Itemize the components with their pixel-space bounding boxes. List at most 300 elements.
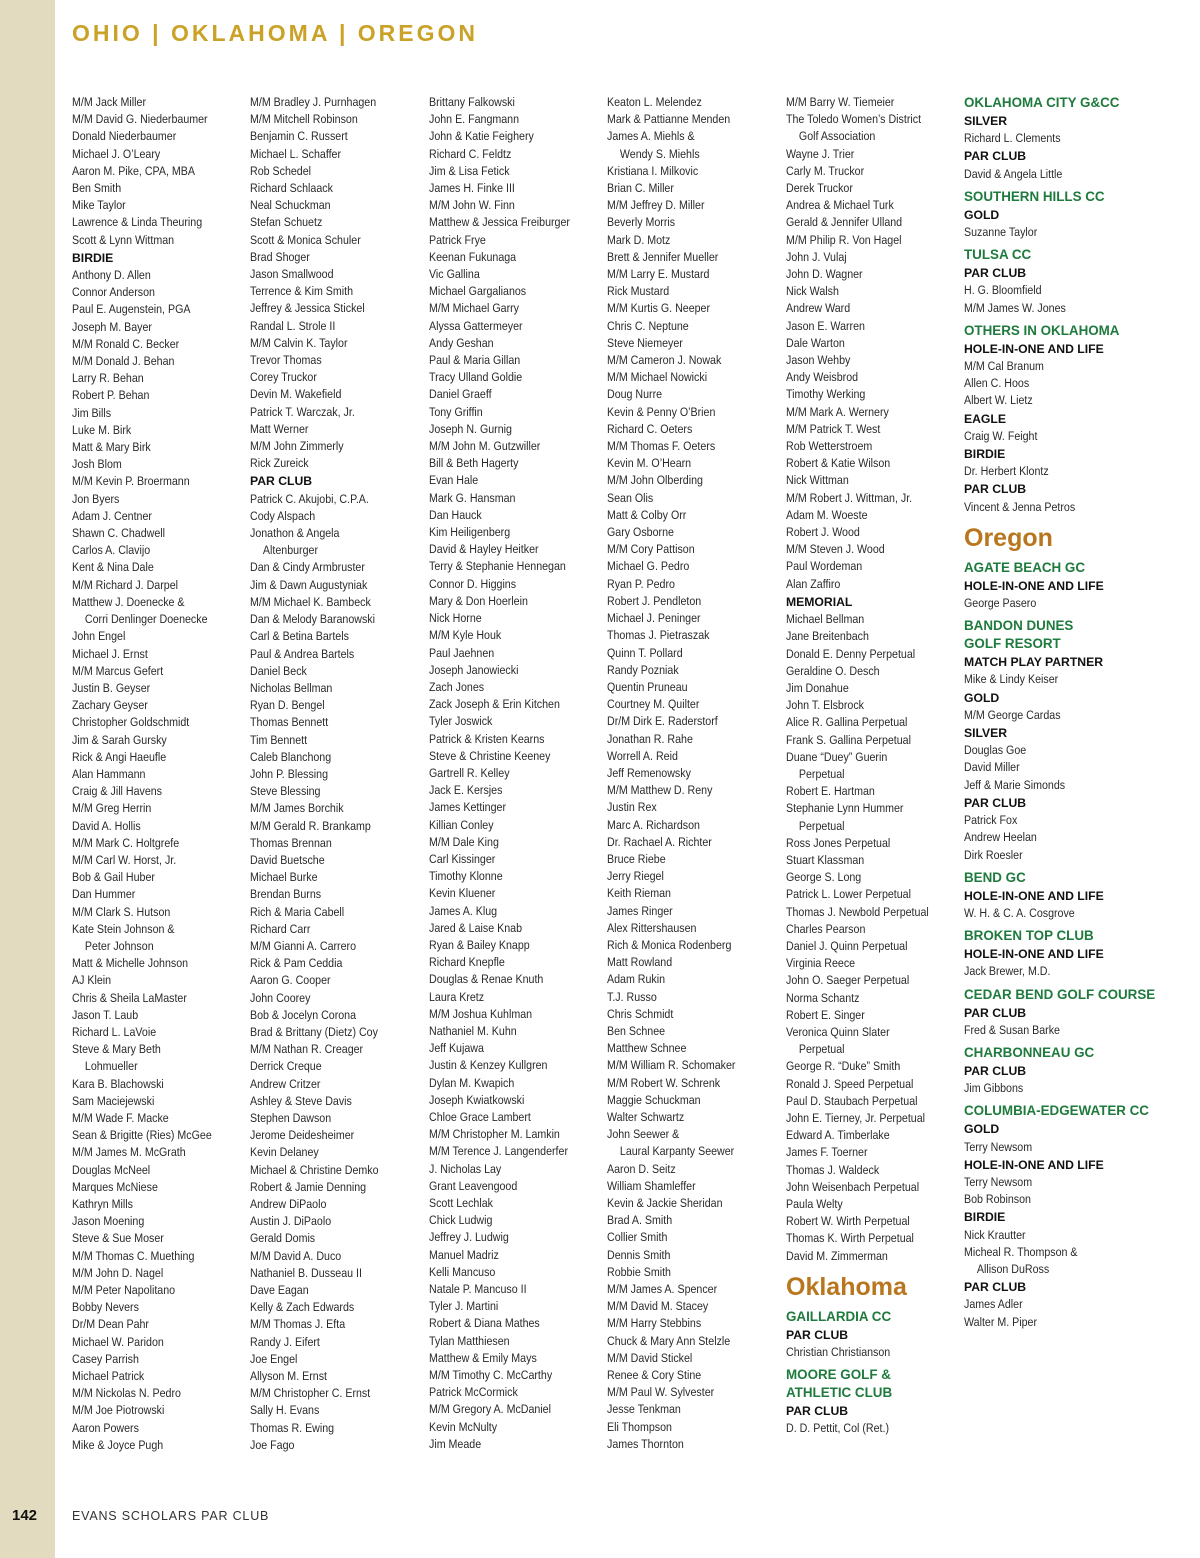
donor-name: M/M Joshua Kuhlman bbox=[429, 1006, 533, 1021]
donor-name: George R. “Duke” Smith bbox=[786, 1059, 901, 1074]
donor-name: Gerald Domis bbox=[250, 1231, 316, 1246]
donor-name: Devin M. Wakefield bbox=[250, 387, 342, 402]
donor-name: Jack Brewer, M.D. bbox=[964, 964, 1051, 979]
donor-name: Jim & Lisa Fetick bbox=[429, 163, 510, 178]
donor-name: Tylan Matthiesen bbox=[429, 1333, 510, 1348]
donor-name: Brittany Falkowski bbox=[429, 95, 515, 109]
donor-name: Terry & Stephanie Hennegan bbox=[429, 559, 566, 574]
donor-name: Brendan Burns bbox=[250, 887, 322, 902]
donor-column-6 bbox=[964, 94, 1156, 1331]
donor-name: M/M George Cardas bbox=[964, 707, 1061, 722]
giving-level-heading: PAR CLUB bbox=[964, 1280, 1027, 1295]
club-heading: CEDAR BEND GOLF COURSE bbox=[964, 986, 1156, 1002]
donor-name: Jeff Remenowsky bbox=[607, 765, 691, 780]
giving-level-heading: PAR CLUB bbox=[250, 474, 313, 489]
donor-name: Evan Hale bbox=[429, 473, 479, 488]
donor-name: M/M William R. Schomaker bbox=[607, 1058, 736, 1073]
donor-name: Daniel Graeff bbox=[429, 387, 492, 402]
donor-name: Derrick Creque bbox=[250, 1059, 322, 1074]
donor-name: Kara B. Blachowski bbox=[72, 1076, 164, 1091]
donor-name: Daniel Beck bbox=[250, 663, 307, 678]
donor-name: Nathaniel B. Dusseau II bbox=[250, 1265, 362, 1280]
club-heading: BANDON DUNES bbox=[964, 618, 1074, 634]
donor-name: Bruce Riebe bbox=[607, 851, 666, 866]
donor-name: Kevin Delaney bbox=[250, 1145, 319, 1160]
donor-name: Andrew Ward bbox=[786, 301, 851, 316]
donor-name: M/M Joe Piotrowski bbox=[72, 1403, 165, 1418]
donor-name: Marques McNiese bbox=[72, 1179, 158, 1194]
donor-name: Patrick L. Lower Perpetual bbox=[786, 887, 911, 902]
donor-name: Thomas J. Newbold Perpetual bbox=[786, 904, 929, 919]
donor-name: Patrick T. Warczak, Jr. bbox=[250, 404, 355, 419]
donor-name: John P. Blessing bbox=[250, 766, 329, 781]
giving-level-heading: EAGLE bbox=[964, 411, 1006, 426]
donor-name: Andrew Heelan bbox=[964, 830, 1037, 845]
donor-name: AJ Klein bbox=[72, 973, 112, 988]
donor-name: John T. Elsbrock bbox=[786, 698, 864, 713]
donor-name: Tim Bennett bbox=[250, 732, 308, 747]
donor-name: D. D. Pettit, Col (Ret.) bbox=[786, 1421, 890, 1436]
donor-name: M/M Gregory A. McDaniel bbox=[429, 1402, 551, 1417]
donor-name: Donald Niederbaumer bbox=[72, 129, 177, 144]
footer-publication: EVANS SCHOLARS PAR CLUB bbox=[72, 1509, 270, 1523]
donor-name: M/M Mark C. Holtgrefe bbox=[72, 835, 180, 850]
donor-name: Patrick Frye bbox=[429, 232, 486, 247]
donor-name: Connor Anderson bbox=[72, 285, 155, 300]
donor-name: Robert W. Wirth Perpetual bbox=[786, 1214, 910, 1229]
region-heading: Oklahoma bbox=[786, 1272, 907, 1301]
donor-name: David & Hayley Heitker bbox=[429, 542, 539, 557]
donor-name: M/M Michael Nowicki bbox=[607, 370, 708, 385]
donor-name: Gary Osborne bbox=[607, 525, 674, 540]
donor-name: Chris C. Neptune bbox=[607, 318, 689, 333]
donor-name: George S. Long bbox=[786, 870, 862, 885]
donor-name: Mark D. Motz bbox=[607, 232, 671, 247]
donor-name: Kevin & Jackie Sheridan bbox=[607, 1196, 723, 1210]
donor-name: M/M Cory Pattison bbox=[607, 542, 695, 557]
donor-name: Stuart Klassman bbox=[786, 852, 865, 867]
donor-name: Richard Knepfle bbox=[429, 955, 505, 970]
donor-name: Allen C. Hoos bbox=[964, 376, 1030, 391]
donor-name: Dan & Cindy Armbruster bbox=[250, 560, 365, 575]
donor-name: Christopher Goldschmidt bbox=[72, 715, 190, 730]
donor-name: Lawrence & Linda Theuring bbox=[72, 215, 203, 230]
donor-name: M/M Timothy C. McCarthy bbox=[429, 1368, 553, 1383]
region-heading: Oregon bbox=[964, 523, 1053, 552]
donor-name: Robert & Katie Wilson bbox=[786, 456, 891, 471]
donor-name: Scott & Monica Schuler bbox=[250, 232, 361, 247]
donor-name: Veronica Quinn Slater bbox=[786, 1024, 890, 1039]
club-heading: COLUMBIA-EDGEWATER CC bbox=[964, 1103, 1149, 1119]
donor-name: Dale Warton bbox=[786, 335, 845, 350]
donor-name: M/M Robert J. Wittman, Jr. bbox=[786, 490, 913, 505]
donor-name: M/M Dale King bbox=[429, 834, 499, 849]
donor-name: M/M Philip R. Von Hagel bbox=[786, 232, 902, 247]
donor-name: Jeff Kujawa bbox=[429, 1041, 484, 1056]
donor-name: Jerry Riegel bbox=[607, 869, 664, 884]
giving-level-heading: HOLE-IN-ONE AND LIFE bbox=[964, 1157, 1104, 1172]
donor-name: Keenan Fukunaga bbox=[429, 249, 517, 264]
donor-name: Ryan & Bailey Knapp bbox=[429, 937, 530, 952]
donor-name: John Coorey bbox=[250, 990, 311, 1005]
donor-name: T.J. Russo bbox=[607, 989, 657, 1004]
donor-name: Sean Olis bbox=[607, 490, 654, 505]
donor-name: Andy Weisbrod bbox=[786, 370, 859, 385]
donor-name: Jeff & Marie Simonds bbox=[964, 777, 1066, 792]
donor-name: Nick Krautter bbox=[964, 1227, 1026, 1242]
donor-name: M/M Barry W. Tiemeier bbox=[786, 95, 895, 109]
donor-name: Steve & Mary Beth bbox=[72, 1042, 161, 1057]
donor-name: Adam Rukin bbox=[607, 972, 666, 987]
donor-name: Stefan Schuetz bbox=[250, 215, 323, 230]
donor-name: Dr. Herbert Klontz bbox=[964, 464, 1049, 479]
donor-name: Thomas R. Ewing bbox=[250, 1420, 335, 1435]
donor-name: Duane “Duey” Guerin bbox=[786, 749, 888, 764]
donor-name: Matt & Mary Birk bbox=[72, 440, 151, 455]
donor-name: David Miller bbox=[964, 760, 1020, 775]
donor-name: Zachary Geyser bbox=[72, 698, 148, 713]
donor-name: Wayne J. Trier bbox=[786, 146, 855, 161]
donor-name: Nicholas Bellman bbox=[250, 680, 333, 695]
donor-name: M/M John W. Finn bbox=[429, 198, 515, 213]
donor-name: Sam Maciejewski bbox=[72, 1093, 155, 1108]
donor-name: Walter Schwartz bbox=[607, 1109, 685, 1124]
donor-name: Mike & Joyce Pugh bbox=[72, 1437, 164, 1452]
giving-level-heading: SILVER bbox=[964, 114, 1008, 128]
donor-name: Tracy Ulland Goldie bbox=[429, 370, 523, 385]
club-heading-continued: GOLF RESORT bbox=[964, 636, 1061, 652]
donor-name: Brad & Brittany (Dietz) Coy bbox=[250, 1024, 378, 1039]
donor-name: M/M James A. Spencer bbox=[607, 1282, 718, 1297]
donor-name: Aaron Powers bbox=[72, 1420, 139, 1435]
donor-name: Gartrell R. Kelley bbox=[429, 765, 510, 780]
giving-level-heading: HOLE-IN-ONE AND LIFE bbox=[964, 947, 1104, 962]
donor-name: Jerome Deidesheimer bbox=[250, 1128, 355, 1143]
donor-name: David & Angela Little bbox=[964, 166, 1063, 181]
donor-name: Thomas Bennett bbox=[250, 715, 329, 730]
donor-name: M/M Marcus Gefert bbox=[72, 663, 164, 678]
donor-name: Terry Newsom bbox=[964, 1139, 1033, 1154]
donor-name: Christian Christianson bbox=[786, 1345, 891, 1360]
donor-name: M/M John Olberding bbox=[607, 473, 703, 488]
donor-name: Matt & Colby Orr bbox=[607, 507, 687, 522]
donor-name: M/M Patrick T. West bbox=[786, 421, 881, 436]
donor-name: M/M David G. Niederbaumer bbox=[72, 112, 208, 127]
donor-name: John E. Fangmann bbox=[429, 112, 520, 127]
giving-level-heading: HOLE-IN-ONE AND LIFE bbox=[964, 578, 1104, 593]
donor-name-continued: Corri Denlinger Doenecke bbox=[84, 612, 208, 627]
donor-name: Kim Heiligenberg bbox=[429, 525, 511, 540]
donor-column-4 bbox=[607, 94, 779, 1453]
donor-name: M/M Nathan R. Creager bbox=[250, 1042, 364, 1057]
donor-name: Dan & Melody Baranowski bbox=[250, 612, 375, 627]
donor-name: M/M Thomas C. Muething bbox=[72, 1248, 195, 1263]
donor-name: M/M Cameron J. Nowak bbox=[607, 353, 722, 368]
donor-name: Ryan D. Bengel bbox=[250, 698, 325, 713]
donor-name: Douglas McNeel bbox=[72, 1162, 151, 1177]
donor-name: John Seewer & bbox=[607, 1127, 680, 1142]
donor-name: Douglas Goe bbox=[964, 743, 1027, 758]
donor-name: Rick & Pam Ceddia bbox=[250, 956, 343, 971]
donor-name: Kate Stein Johnson & bbox=[72, 921, 175, 936]
donor-name: Bobby Nevers bbox=[72, 1300, 139, 1315]
donor-name: Craig & Jill Havens bbox=[72, 784, 163, 799]
donor-name: Michael J. O’Leary bbox=[72, 146, 161, 161]
donor-name: M/M James M. McGrath bbox=[72, 1145, 186, 1160]
donor-name: George Pasero bbox=[964, 596, 1037, 611]
donor-name: Paul & Andrea Bartels bbox=[250, 646, 355, 661]
donor-name: Richard C. Feldtz bbox=[429, 146, 512, 161]
donor-name: H. G. Bloomfield bbox=[964, 283, 1042, 298]
donor-name: Nick Horne bbox=[429, 611, 482, 626]
donor-name: Joe Fago bbox=[250, 1437, 295, 1452]
donor-name: Joseph N. Gurnig bbox=[429, 421, 512, 436]
donor-name: David M. Zimmerman bbox=[786, 1248, 888, 1263]
donor-name: Keaton L. Melendez bbox=[607, 95, 702, 109]
donor-name: Michael W. Paridon bbox=[72, 1334, 164, 1349]
donor-name: Charles Pearson bbox=[786, 921, 866, 936]
donor-name: Ross Jones Perpetual bbox=[786, 835, 891, 850]
donor-name: Dan Hauck bbox=[429, 507, 482, 522]
donor-name: M/M Wade F. Macke bbox=[72, 1110, 169, 1125]
donor-name: Ashley & Steve Davis bbox=[250, 1093, 352, 1108]
donor-name: Beverly Morris bbox=[607, 215, 676, 230]
donor-name: Ryan P. Pedro bbox=[607, 576, 675, 591]
donor-name: Michael Patrick bbox=[72, 1369, 145, 1384]
donor-name: Jeffrey & Jessica Stickel bbox=[250, 301, 365, 316]
giving-level-heading: PAR CLUB bbox=[964, 482, 1027, 497]
donor-name: Bob Robinson bbox=[964, 1192, 1031, 1207]
club-heading: OKLAHOMA CITY G&CC bbox=[964, 95, 1120, 110]
donor-name: Justin & Kenzey Kullgren bbox=[429, 1058, 548, 1073]
donor-name: John E. Tierney, Jr. Perpetual bbox=[786, 1110, 925, 1125]
donor-name: Mary & Don Hoerlein bbox=[429, 593, 528, 608]
donor-name: Dave Eagan bbox=[250, 1283, 309, 1298]
donor-name: Tony Griffin bbox=[429, 404, 483, 419]
donor-name: Carlos A. Clavijo bbox=[72, 543, 151, 558]
donor-name: M/M Paul W. Sylvester bbox=[607, 1385, 715, 1400]
donor-name: Steve & Sue Moser bbox=[72, 1231, 164, 1246]
donor-name: James H. Finke III bbox=[429, 181, 515, 196]
donor-name: Vincent & Jenna Petros bbox=[964, 499, 1076, 514]
giving-level-heading: SILVER bbox=[964, 726, 1008, 741]
donor-name: Jim Donahue bbox=[786, 680, 849, 695]
donor-name: M/M Clark S. Hutson bbox=[72, 904, 171, 919]
donor-name: Jim Bills bbox=[72, 405, 112, 420]
donor-name: Joseph Janowiecki bbox=[429, 662, 519, 677]
donor-name: Jason E. Warren bbox=[786, 318, 865, 333]
donor-name: Steve & Christine Keeney bbox=[429, 748, 551, 763]
donor-name: Matt & Michelle Johnson bbox=[72, 956, 189, 971]
donor-name: Michael Bellman bbox=[786, 612, 865, 627]
donor-name: Norma Schantz bbox=[786, 990, 860, 1005]
donor-name: W. H. & C. A. Cosgrove bbox=[964, 905, 1075, 920]
donor-name: Sally H. Evans bbox=[250, 1403, 320, 1418]
donor-name: M/M Mark A. Wernery bbox=[786, 404, 889, 419]
donor-name-continued: Perpetual bbox=[798, 818, 845, 833]
page-margin-band bbox=[0, 0, 55, 1558]
donor-name: Rick Mustard bbox=[607, 284, 670, 299]
donor-column-2 bbox=[250, 94, 422, 1454]
donor-name: John D. Wagner bbox=[786, 267, 863, 282]
donor-name: M/M Thomas J. Efta bbox=[250, 1317, 346, 1332]
donor-name: Jeffrey J. Ludwig bbox=[429, 1230, 509, 1245]
donor-name: M/M John Zimmerly bbox=[250, 439, 344, 454]
donor-name: M/M David A. Duco bbox=[250, 1248, 342, 1263]
giving-level-heading: PAR CLUB bbox=[786, 1404, 849, 1419]
donor-name: Robert J. Pendleton bbox=[607, 593, 702, 608]
giving-level-heading: PAR CLUB bbox=[964, 1063, 1027, 1078]
giving-level-heading: GOLD bbox=[964, 1122, 1000, 1137]
donor-name: John Engel bbox=[72, 629, 126, 644]
donor-name: M/M Peter Napolitano bbox=[72, 1283, 176, 1298]
donor-name: Jason Wehby bbox=[786, 353, 851, 368]
donor-name: Jared & Laise Knab bbox=[429, 920, 523, 935]
donor-name: Zack Joseph & Erin Kitchen bbox=[429, 697, 560, 712]
giving-level-heading: GOLD bbox=[964, 690, 1000, 705]
donor-name: Jonathan R. Rahe bbox=[607, 731, 693, 746]
donor-name: Jason Smallwood bbox=[250, 267, 334, 282]
donor-name: Andrea & Michael Turk bbox=[786, 198, 894, 213]
donor-name: Mike & Lindy Keiser bbox=[964, 672, 1059, 687]
donor-name: Alice R. Gallina Perpetual bbox=[786, 715, 908, 730]
giving-level-heading: BIRDIE bbox=[72, 250, 114, 265]
donor-name: Steve Niemeyer bbox=[607, 335, 683, 350]
donor-name: Ronald J. Speed Perpetual bbox=[786, 1076, 914, 1091]
donor-name: Michael Burke bbox=[250, 870, 318, 885]
donor-name: M/M Gerald R. Brankamp bbox=[250, 818, 371, 833]
donor-name: Chris & Sheila LaMaster bbox=[72, 990, 187, 1005]
donor-name: Neal Schuckman bbox=[250, 198, 331, 213]
donor-name: Daniel J. Quinn Perpetual bbox=[786, 938, 908, 953]
donor-name: M/M Kyle Houk bbox=[429, 628, 502, 643]
donor-name: Jonathon & Angela bbox=[250, 526, 340, 541]
donor-name: Keith Rieman bbox=[607, 886, 671, 901]
donor-name: David A. Hollis bbox=[72, 818, 141, 833]
club-heading: BEND GC bbox=[964, 869, 1026, 885]
donor-name: Jason T. Laub bbox=[72, 1007, 139, 1022]
club-heading: TULSA CC bbox=[964, 247, 1032, 263]
donor-name: Kevin McNulty bbox=[429, 1419, 498, 1434]
donor-name-continued: Perpetual bbox=[798, 766, 845, 781]
giving-level-heading: PAR CLUB bbox=[964, 795, 1027, 810]
donor-name: Killian Conley bbox=[429, 817, 494, 832]
donor-name: Randy J. Eifert bbox=[250, 1334, 320, 1349]
donor-name: Jim & Sarah Gursky bbox=[72, 732, 167, 747]
donor-name: Matthew Schnee bbox=[607, 1041, 687, 1056]
donor-name: Thomas Brennan bbox=[250, 835, 332, 850]
donor-name: Matthew J. Doenecke & bbox=[72, 594, 185, 609]
club-heading: GAILLARDIA CC bbox=[786, 1308, 892, 1324]
donor-name: Maggie Schuckman bbox=[607, 1092, 701, 1107]
donor-name: Terrence & Kim Smith bbox=[250, 284, 354, 299]
donor-name: Justin B. Geyser bbox=[72, 680, 151, 695]
donor-name: Jane Breitenbach bbox=[786, 629, 869, 644]
donor-name-continued: Golf Association bbox=[798, 129, 876, 144]
donor-name: Vic Gallina bbox=[429, 267, 480, 282]
donor-name: Mark G. Hansman bbox=[429, 490, 516, 505]
donor-name: Thomas K. Wirth Perpetual bbox=[786, 1231, 914, 1246]
club-heading: BROKEN TOP CLUB bbox=[964, 928, 1094, 944]
club-heading: CHARBONNEAU GC bbox=[964, 1044, 1095, 1060]
donor-name: Stephanie Lynn Hummer bbox=[786, 801, 904, 816]
donor-name: Richard L. Clements bbox=[964, 131, 1061, 146]
donor-name: Laura Kretz bbox=[429, 989, 485, 1004]
donor-column-3 bbox=[429, 94, 601, 1453]
donor-name: Paul Jaehnen bbox=[429, 645, 495, 660]
donor-name: Scott & Lynn Wittman bbox=[72, 232, 175, 247]
donor-name: Joseph M. Bayer bbox=[72, 319, 152, 334]
donor-name: Andy Geshan bbox=[429, 335, 494, 350]
donor-name: Brad A. Smith bbox=[607, 1213, 673, 1228]
donor-name: M/M Jack Miller bbox=[72, 95, 147, 109]
donor-name: Courtney M. Quilter bbox=[607, 697, 700, 712]
donor-name: Carly M. Truckor bbox=[786, 163, 865, 178]
donor-name: Thomas J. Waldeck bbox=[786, 1162, 880, 1177]
donor-name: Stephen Dawson bbox=[250, 1110, 332, 1125]
donor-name: Andrew DiPaolo bbox=[250, 1197, 327, 1211]
donor-name: Alan Hammann bbox=[72, 766, 146, 781]
donor-name: James Kettinger bbox=[429, 800, 506, 815]
donor-name: Justin Rex bbox=[607, 800, 657, 815]
donor-name: Josh Blom bbox=[72, 457, 122, 472]
donor-name: Nick Walsh bbox=[786, 284, 839, 299]
page-number: 142 bbox=[12, 1507, 38, 1524]
donor-column-1 bbox=[72, 94, 244, 1454]
donor-name: M/M Christopher M. Lamkin bbox=[429, 1127, 560, 1142]
donor-name: Donald E. Denny Perpetual bbox=[786, 646, 916, 661]
donor-name: Kevin M. O’Hearn bbox=[607, 456, 692, 471]
donor-name: Trevor Thomas bbox=[250, 353, 322, 368]
donor-name: Paula Welty bbox=[786, 1197, 843, 1211]
donor-name: Dennis Smith bbox=[607, 1247, 671, 1262]
donor-name: Cody Alspach bbox=[250, 508, 316, 523]
donor-name: M/M Robert W. Schrenk bbox=[607, 1075, 721, 1090]
club-heading-continued: ATHLETIC CLUB bbox=[786, 1385, 893, 1401]
donor-name-continued: Altenburger bbox=[262, 543, 318, 558]
donor-name-continued: Wendy S. Miehls bbox=[619, 146, 700, 161]
donor-name: Chick Ludwig bbox=[429, 1213, 493, 1228]
donor-name: William Shamleffer bbox=[607, 1178, 696, 1193]
donor-name: M/M Steven J. Wood bbox=[786, 542, 885, 557]
donor-name: Walter M. Piper bbox=[964, 1314, 1038, 1329]
donor-name: Jesse Tenkman bbox=[607, 1402, 681, 1417]
donor-name: Joe Engel bbox=[250, 1351, 298, 1366]
donor-name: Jim & Dawn Augustyniak bbox=[250, 577, 368, 592]
donor-name: Thomas J. Pietraszak bbox=[607, 628, 710, 643]
donor-name: M/M Greg Herrin bbox=[72, 801, 152, 816]
donor-name: Rich & Monica Rodenberg bbox=[607, 937, 732, 952]
donor-name: Matthew & Emily Mays bbox=[429, 1350, 537, 1365]
donor-name: Dylan M. Kwapich bbox=[429, 1075, 515, 1090]
donor-name: Anthony D. Allen bbox=[72, 268, 151, 283]
donor-name: James Ringer bbox=[607, 903, 673, 918]
donor-name: Terry Newsom bbox=[964, 1174, 1033, 1189]
donor-name: Fred & Susan Barke bbox=[964, 1022, 1060, 1037]
donor-name: David Buetsche bbox=[250, 852, 325, 867]
donor-name: James A. Miehls & bbox=[607, 129, 695, 144]
donor-name: M/M James Borchik bbox=[250, 801, 344, 816]
donor-name: Derek Truckor bbox=[786, 181, 853, 196]
donor-name: Richard Schlaack bbox=[250, 181, 333, 196]
donor-name: Quentin Pruneau bbox=[607, 679, 688, 694]
donor-name: Tyler J. Martini bbox=[429, 1299, 499, 1314]
donor-name: Alex Rittershausen bbox=[607, 920, 697, 935]
donor-name-continued: Lohmueller bbox=[84, 1059, 138, 1074]
donor-name: Casey Parrish bbox=[72, 1351, 139, 1366]
donor-name-continued: Perpetual bbox=[798, 1042, 845, 1057]
giving-level-heading: GOLD bbox=[964, 207, 1000, 222]
